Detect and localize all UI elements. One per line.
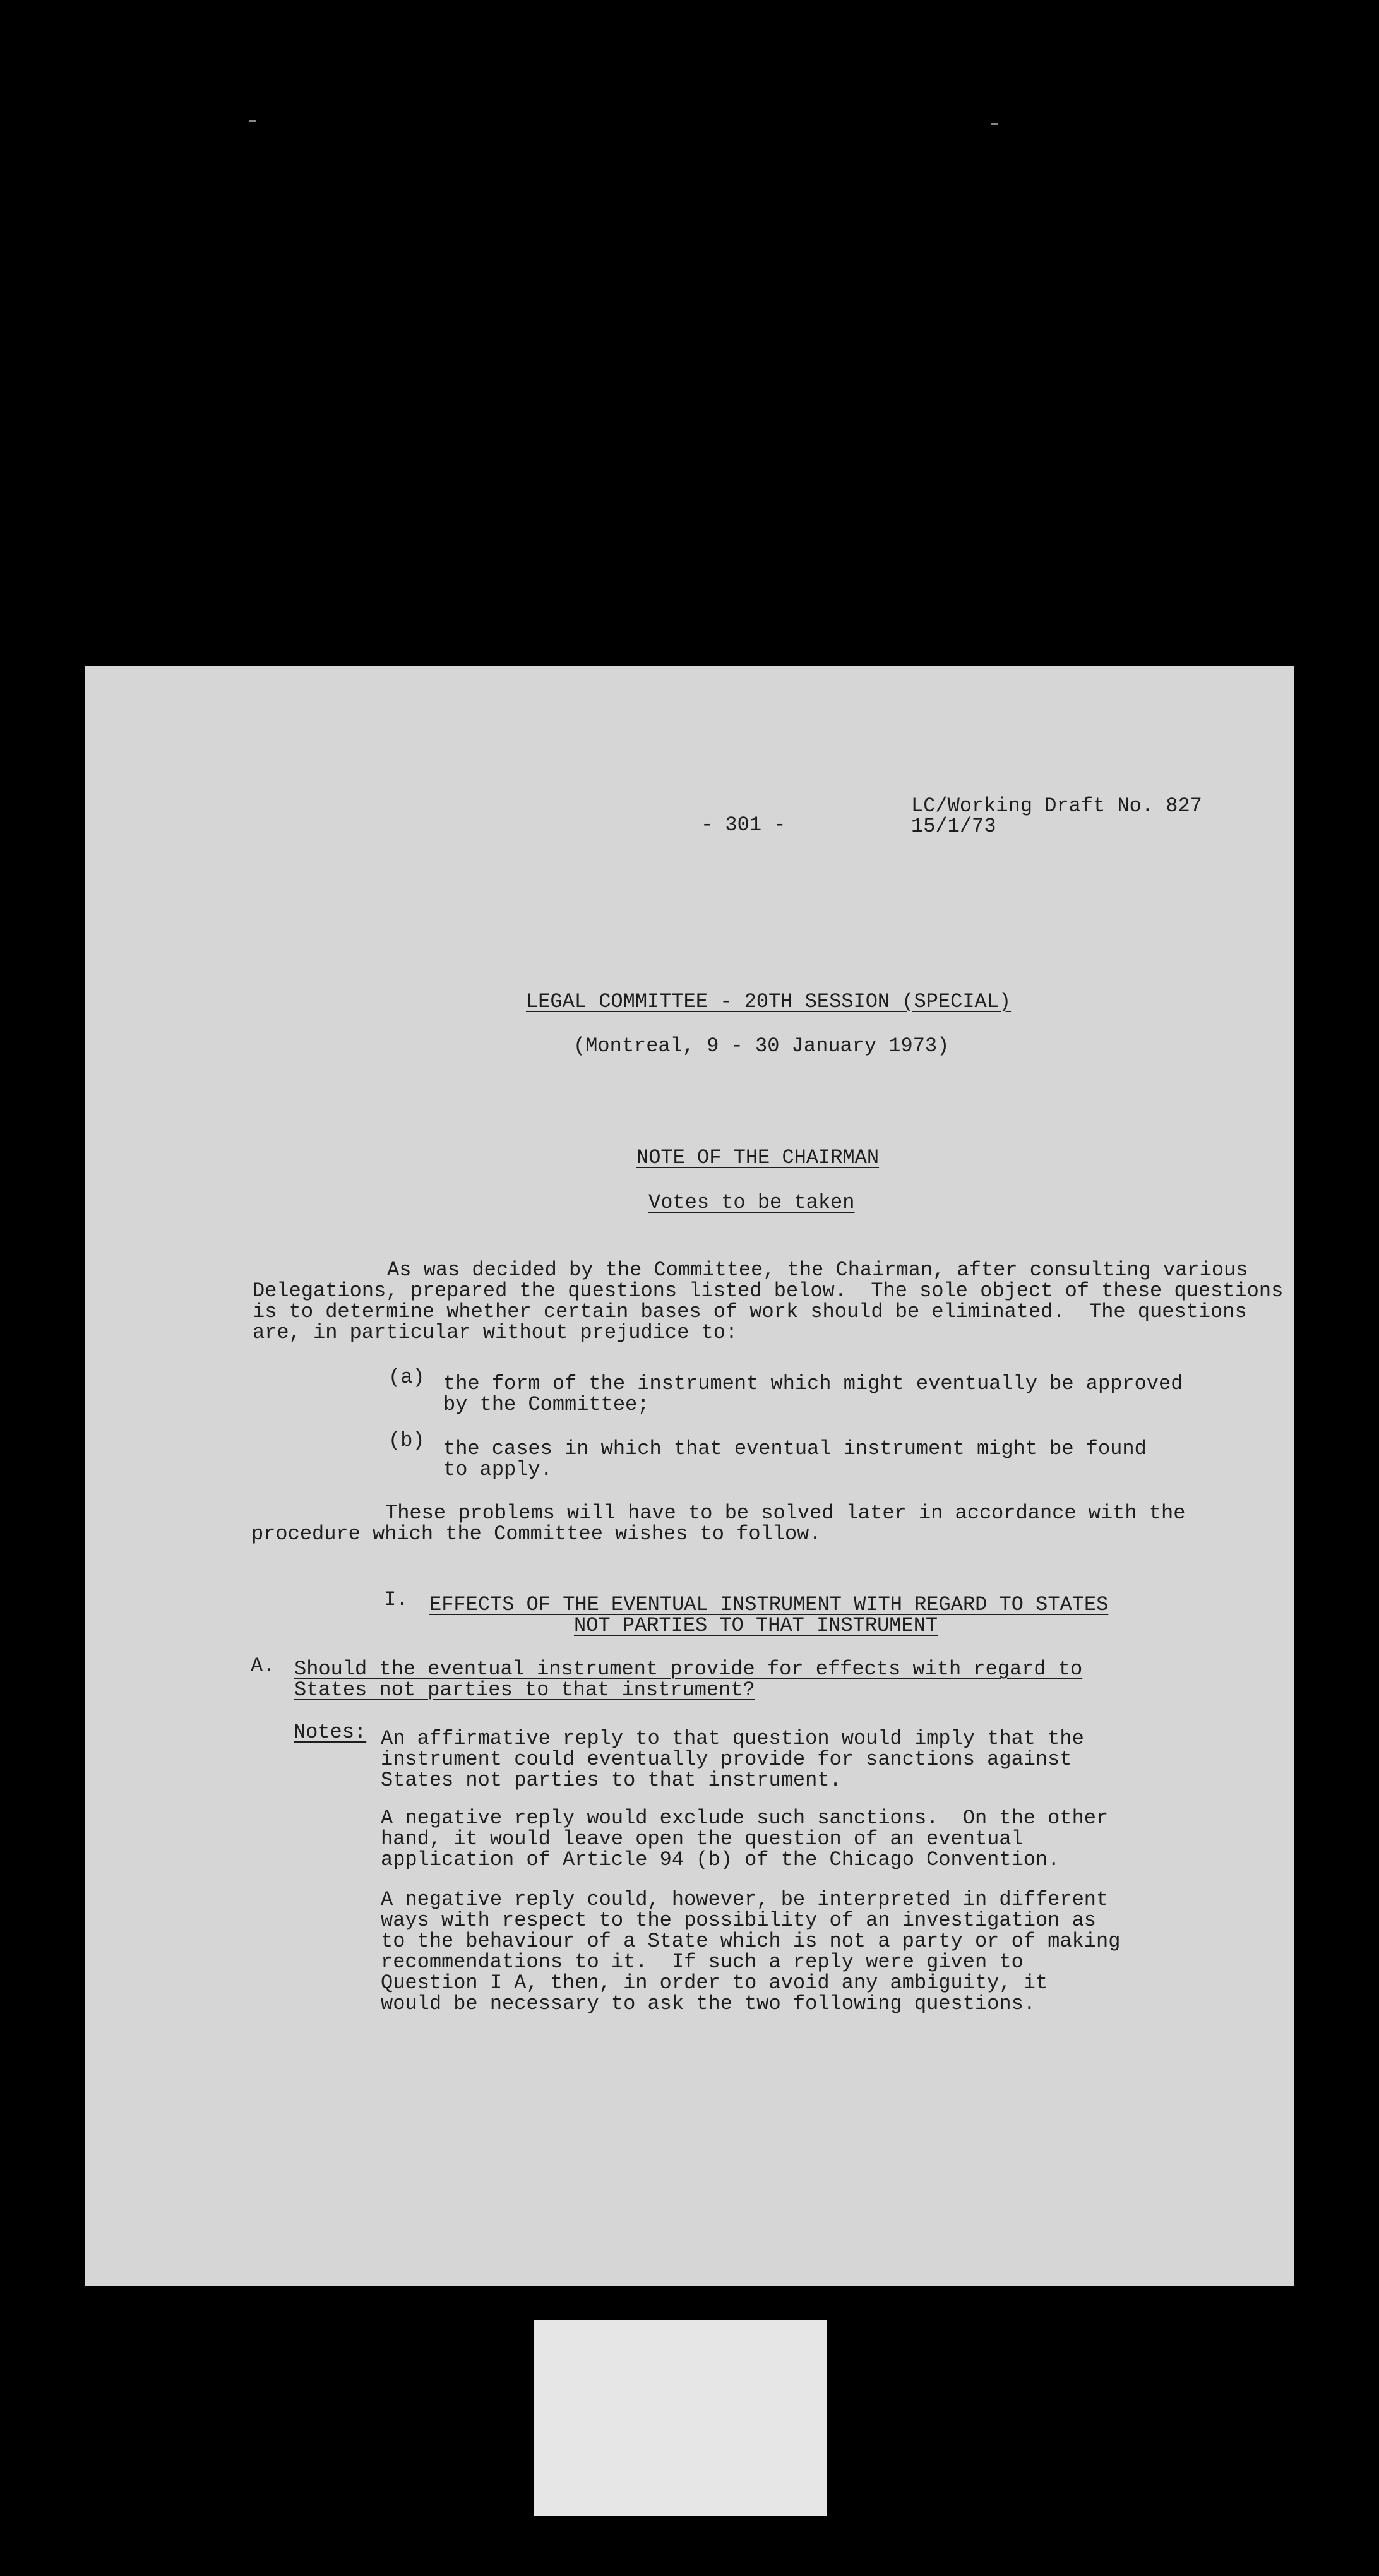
- section-number: I.: [384, 1588, 409, 1611]
- page-number: - 301 -: [701, 813, 786, 837]
- note-line: instrument could eventually provide for sanctions against: [381, 1748, 1072, 1771]
- closing-line: procedure which the Committee wishes to follow.: [251, 1522, 821, 1546]
- item-line: to apply.: [443, 1458, 552, 1481]
- film-speck: [249, 120, 256, 122]
- intro-line: is to determine whether certain bases of work should be eliminated. The questions: [253, 1300, 1247, 1323]
- session-location: (Montreal, 9 - 30 January 1973): [573, 1034, 950, 1058]
- item-label: (a): [388, 1366, 425, 1389]
- note-line: hand, it would leave open the question of an eventual: [381, 1827, 1024, 1851]
- document-reference: LC/Working Draft No. 827: [911, 794, 1202, 818]
- question-label: A.: [251, 1654, 275, 1678]
- note-line: States not parties to that instrument.: [381, 1768, 842, 1792]
- question-line: States not parties to that instrument?: [294, 1678, 755, 1702]
- intro-line: As was decided by the Committee, the Chairman, after consulting various: [387, 1258, 1248, 1282]
- note-line: application of Article 94 (b) of the Chicago Convention.: [381, 1848, 1060, 1871]
- closing-line: These problems will have to be solved later in accordance with the: [385, 1501, 1186, 1525]
- note-line: An affirmative reply to that question would imply that the: [381, 1727, 1084, 1750]
- intro-line: are, in particular without prejudice to:: [253, 1321, 738, 1344]
- item-label: (b): [388, 1429, 425, 1452]
- document-page: [85, 666, 1294, 2286]
- note-line: Question I A, then, in order to avoid any ambiguity, it: [381, 1971, 1048, 1995]
- note-heading: NOTE OF THE CHAIRMAN: [636, 1146, 880, 1169]
- session-title: LEGAL COMMITTEE - 20TH SESSION (SPECIAL): [526, 990, 1012, 1013]
- note-subheading: Votes to be taken: [648, 1191, 855, 1214]
- note-line: to the behaviour of a State which is not a party or of making: [381, 1929, 1121, 1953]
- note-line: A negative reply could, however, be interpreted in different: [381, 1888, 1109, 1911]
- note-line: A negative reply would exclude such sanctions. On the other: [381, 1806, 1109, 1830]
- item-line: the cases in which that eventual instrument might be found: [443, 1437, 1147, 1460]
- note-line: ways with respect to the possibility of an investigation as: [381, 1909, 1096, 1932]
- note-line: recommendations to it. If such a reply were given to: [381, 1950, 1024, 1974]
- film-speck: [991, 123, 998, 125]
- notes-label: Notes:: [294, 1720, 367, 1744]
- section-title: NOT PARTIES TO THAT INSTRUMENT: [574, 1614, 938, 1637]
- intro-line: Delegations, prepared the questions listed below. The sole object of these questions: [253, 1279, 1284, 1303]
- section-title: EFFECTS OF THE EVENTUAL INSTRUMENT WITH REGARD TO STATES: [429, 1593, 1109, 1616]
- note-line: would be necessary to ask the two following questions.: [381, 1992, 1036, 2015]
- item-line: by the Committee;: [443, 1393, 650, 1416]
- document-date: 15/1/73: [911, 814, 996, 838]
- question-line: Should the eventual instrument provide for effects with regard to: [294, 1657, 1083, 1681]
- item-line: the form of the instrument which might eventually be approved: [443, 1372, 1183, 1395]
- blank-index-card: [534, 2320, 827, 2516]
